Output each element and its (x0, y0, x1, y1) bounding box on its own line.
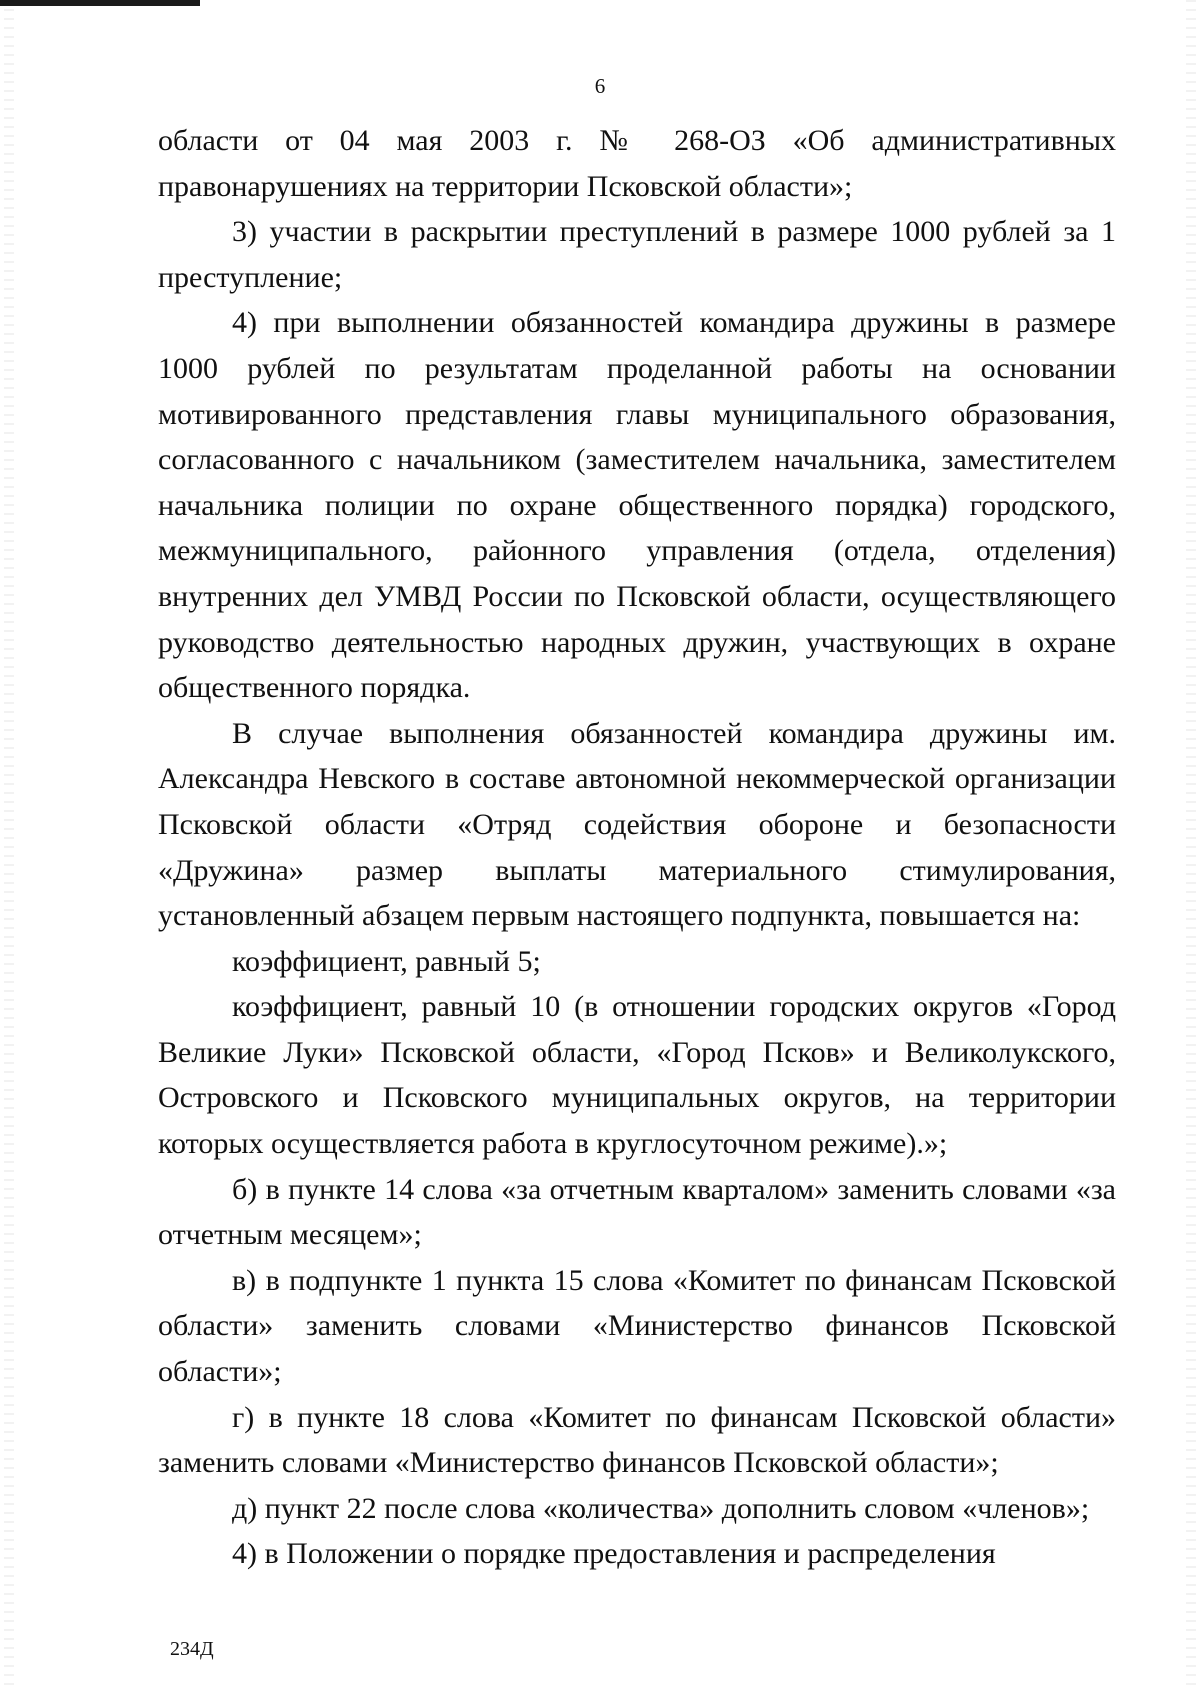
paragraph: б) в пункте 14 слова «за отчетным кварталом» заменить словами «за отчетным месяцем»; (158, 1172, 1116, 1252)
scan-edge-mark (0, 0, 200, 6)
page-number: 6 (594, 74, 606, 98)
document-code: 234Д (170, 1638, 214, 1660)
paragraph: д) пункт 22 после слова «количества» дополнить словом «членов»; (232, 1491, 1090, 1525)
paragraph: в) в подпункте 1 пункта 15 слова «Комитет по финансам Псковской области» заменить словами «Министерство финансов Псковской области»; (158, 1263, 1116, 1389)
paragraph: г) в пункте 18 слова «Комитет по финансам Псковской области» заменить словами «Министерство финансов Псковской области»; (158, 1400, 1116, 1480)
scan-edge-left (4, 0, 14, 1686)
paragraph: 3) участии в раскрытии преступлений в размере 1000 рублей за 1 преступление; (158, 215, 1116, 294)
paragraph: 4) при выполнении обязанностей командира дружины в размере 1000 рублей по результатам проделанной работы на основании мотивированного представления главы муниципального образования, согласованного с начальником (заместителем начальника, заместителем начальника полиции по охране общественного порядка) городского, межмуниципального, районного управления (отдела, отделения) внутренних дел УМВД России по Псковской области, осуществляющего руководство деятельностью народных дружин, участвующих в охране общественного порядка. (158, 306, 1116, 705)
paragraph: области от 04 мая 2003 г. № 268-ОЗ «Об административных правонарушениях на территории Псковской области»; (158, 124, 1116, 203)
paragraph: 4) в Положении о порядке предоставления и распределения (232, 1537, 996, 1571)
document-body (158, 118, 1116, 1577)
paragraph: коэффициент, равный 10 (в отношении городских округов «Город Великие Луки» Псковской области, «Город Псков» и Великолукского, Островского и Псковского муниципальных округов, на территории которых осуществляется работа в круглосуточном режиме).»; (158, 990, 1116, 1161)
scan-edge-right (1186, 0, 1196, 1686)
paragraph: В случае выполнения обязанностей командира дружины им. Александра Невского в составе автономной некоммерческой организации Псковской области «Отряд содействия обороне и безопасности «Дружина» размер выплаты материального стимулирования, установленный абзацем первым настоящего подпункта, повышается на: (158, 716, 1116, 933)
paragraph: коэффициент, равный 5; (232, 944, 541, 978)
